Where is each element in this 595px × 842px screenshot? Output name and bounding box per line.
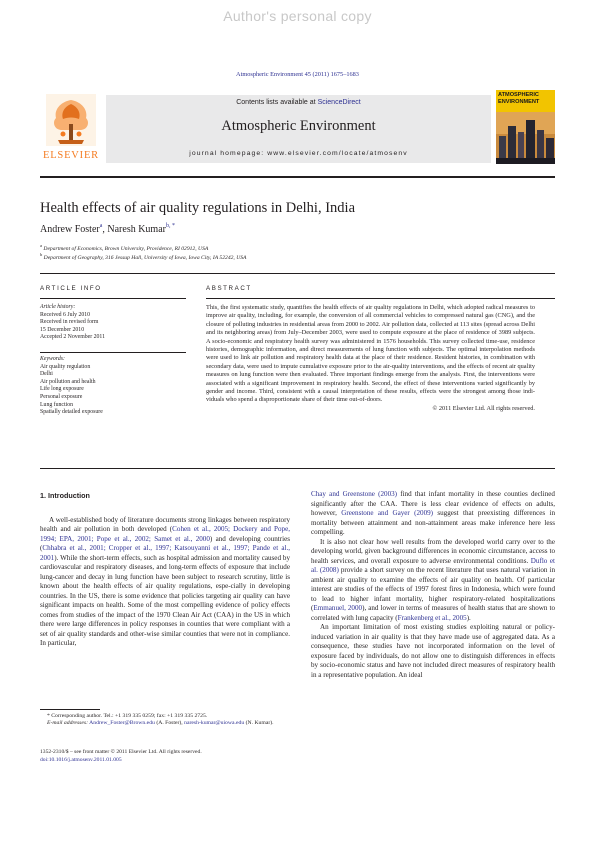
elsevier-wordmark: ELSEVIER <box>43 150 99 161</box>
affiliation-marker-b[interactable]: b, * <box>165 223 175 229</box>
cover-title: ATMOSPHERIC ENVIRONMENT <box>498 92 540 105</box>
contents-prefix: Contents lists available at <box>236 99 318 106</box>
article-history <box>40 304 175 342</box>
doi-link[interactable]: doi:10.1016/j.atmosenv.2011.01.005 <box>40 756 122 763</box>
email-link-foster[interactable]: Andrew_Foster@Brown.edu <box>89 720 155 727</box>
citation-link[interactable]: Duflo et al. (2008) <box>311 556 555 574</box>
citation-link[interactable]: Chay and Greenstone (2003) <box>311 490 398 498</box>
affiliation-b-marker: b <box>40 252 43 257</box>
affiliation-b-text: Department of Geography, 316 Jessup Hall, University of Iowa, Iowa City, IA 52242, USA <box>43 254 247 261</box>
author-foster[interactable]: Andrew Foster <box>40 224 100 235</box>
abstract-rule-bottom <box>40 468 555 469</box>
author-kumar[interactable]: Naresh Kumar <box>107 224 166 235</box>
affiliation-a-text: Department of Economics, Brown University, Providence, RI 02912, USA <box>43 245 209 252</box>
citation-link[interactable]: Chhabra et al., 2001; Cropper et al., 1997; Katsouyanni et al., 1997; Pande et al., 2001 <box>40 544 290 562</box>
keyword-item: Lung function <box>40 401 74 408</box>
affiliation-a <box>40 243 555 252</box>
publication-meta <box>40 749 300 764</box>
sciencedirect-link[interactable]: ScienceDirect <box>317 99 361 106</box>
cover-title-band <box>496 90 555 112</box>
article-title: Health effects of air quality regulations in Delhi, India <box>40 200 356 216</box>
keyword-item: Spatially detailed exposure <box>40 409 103 416</box>
citation-link[interactable]: Greenstone and Gayer (2009) <box>341 509 434 517</box>
intro-paragraph-1: A well-established body of literature documents strong linkages between respiratory health and air pollution in both developed (Cohen et al., 2005; Dockery and Pope, 1994; EPA, 2001; Pope et al., 2002; Samet et al., 2000) and developing countries (Chhabra et al., 2001; Cropper et al., 1997; Katsouyanni et al., 1997; Pande et al., 2001). While the short-term effects, such as hospital admission and mortality caused by cardiovascular and respiratory diseases, and long-term effects of exposure that include lung-cancer and decay in lung function have been subject to research scrutiny, little is known about the health effects of air quality regulations, espe-cially in developing countries. In the US, there is some evidence that policies targeting air quality can have significant impacts on health. Some of the most compelling evidence of policy effects comes from studies of the impact of the 1970 Clean Air Act (CAA) in the US in which there were large differences in policy responses in counties that were compliant with a set of air quality standards and other-wise similar counties that were not in compliance. In particular, <box>40 515 290 647</box>
intro-paragraph-2: It is also not clear how well results from the developed world carry over to the developing world, given background differences in economic circumstance, access to health services, and overall exposure to adverse environmental conditions. Duflo et al. (2008) provide a short survey on the recent literature that uses natural variation in ambient air quality to examine the effects of air quality on health. Of particular interest are studies of the effects of 1997 forest fires in Indonesia, which were found to lead to higher infant mortality, higher respiratory-related hospitalizations (Emmanuel, 2000), and lower in terms of measures of health status that are shown to correlated with lung capacity (Frankenberg et al., 2005). <box>311 537 555 622</box>
footnotes <box>40 713 290 727</box>
journal-title: Atmospheric Environment <box>221 118 376 134</box>
journal-header-box <box>106 95 491 163</box>
abstract-body <box>206 304 535 413</box>
intro-paragraph-3: An important limitation of most existing studies exploiting natural or policy-induced variation in air quality is that they have made use of aggregated data. As a consequence, these studies have not incorporated information on the level of exposure faced by individuals, do not allow one to distinguish differences in effects by socio-economic status and have not included direct measures of respiratory health in a representative population. An ideal <box>311 623 555 679</box>
elsevier-logo[interactable] <box>40 92 102 162</box>
abstract-heading: ABSTRACT <box>206 285 252 292</box>
citation-link[interactable]: Frankenberg et al., 2005 <box>397 613 467 622</box>
history-revised-date: 15 December 2010 <box>40 326 85 333</box>
keyword-item: Air quality regulation <box>40 363 91 370</box>
elsevier-tree-icon <box>46 94 96 146</box>
corresponding-author-note: * Corresponding author. Tel.: +1 319 335 0259; fax: +1 319 335 2725. <box>47 713 208 719</box>
history-revised-label: Received in revised form <box>40 319 99 326</box>
keywords-rule <box>40 352 186 353</box>
citation-link[interactable]: Cohen et al., 2005; Dockery and Pope, 1994; EPA, 2001; Pope et al., 2002; Samet et al., 2000 <box>40 525 290 543</box>
header-rule <box>40 176 555 178</box>
journal-masthead <box>40 90 555 166</box>
email-note: E-mail addresses: Andrew_Foster@Brown.edu (A. Foster), naresh-kumar@uiowa.edu (N. Kumar). <box>47 720 274 727</box>
abstract-copyright: © 2011 Elsevier Ltd. All rights reserved. <box>432 404 535 412</box>
affiliation-marker-a[interactable]: a <box>99 223 103 229</box>
keyword-item: Delhi <box>40 371 53 378</box>
contents-available-line <box>106 99 491 106</box>
email-label: E-mail addresses: <box>47 720 89 727</box>
section-divider <box>40 273 555 274</box>
abstract-text: This, the first systematic study, quantifies the health effects of air quality regulations in Delhi, which adopted radical measures to improve air quality, including, for example, the conversion of all commercial vehicles to compressed natural gas (CNG), and the closure of polluting industries in residential areas from 2000 to 2002. Air pollution data, collected at 113 sites (spread across Delhi and its neighboring areas) from July–December 2003, were used to compute exposure at the place of residence of 3989 subjects. A socio-economic and respiratory health survey was administered in 1576 households. This survey collected time-use, residence histories, demographic information, and direct measurements of lung function with subjects. The optimal interpolation methods were used to link air pollution and respiratory health data at the place of their residence. Resident histories, in combination with secondary data, were used to impute cumulative exposure prior to the air-quality interventions, and the effects of recent air quality measures on lung function were then evaluated. Three important findings emerge from the analysis. First, the interventions were associated with a significant improvement in respiratory health. Second, the effect of these interventions varied significantly by gender and income. Third, consistent with a causal interpretation of these results, effects were the strongest among those indi-viduals who spend a disproportionate share of their time out-of-doors. <box>206 304 535 404</box>
affiliation-a-marker: a <box>40 243 42 248</box>
history-label: Article history: <box>40 304 76 310</box>
body-column-right <box>311 490 555 680</box>
keyword-item: Air pollution and health <box>40 378 96 385</box>
body-column-left <box>40 491 290 649</box>
journal-citation-link[interactable]: Atmospheric Environment 45 (2011) 1675–1683 <box>236 71 359 78</box>
keywords-block <box>40 356 175 417</box>
section-heading-introduction: 1. Introduction <box>40 491 90 500</box>
journal-cover-image[interactable] <box>496 90 555 164</box>
author-separator: , <box>102 224 108 235</box>
city-skyline-icon <box>496 112 555 164</box>
keyword-item: Life long exposure <box>40 386 84 393</box>
author-list <box>40 224 555 235</box>
history-accepted: Accepted 2 November 2011 <box>40 334 105 341</box>
intro-paragraph-continued: Chay and Greenstone (2003) find that infant mortality in these counties declined significantly after the CAA. There is less clear evidence of effects on adults, however, Greenstone and Gayer (2009) suggest that preexisting differences in mortality between attainment and non-attainment areas make inference here less compelling. <box>311 490 556 536</box>
journal-homepage-link[interactable]: journal homepage: www.elsevier.com/locate/atmosenv <box>189 150 408 157</box>
keyword-item: Personal exposure <box>40 393 83 400</box>
article-info-heading: ARTICLE INFO <box>40 285 102 292</box>
abstract-rule-top <box>206 298 555 299</box>
article-info-rule <box>40 298 186 299</box>
watermark: Author's personal copy <box>223 8 372 24</box>
citation-link[interactable]: Emmanuel, 2000 <box>313 604 363 612</box>
email-link-kumar[interactable]: naresh-kumar@uiowa.edu <box>184 720 245 727</box>
issn-line: 1352-2310/$ – see front matter © 2011 Elsevier Ltd. All rights reserved. <box>40 749 202 755</box>
footnote-rule <box>40 709 100 710</box>
history-received: Received 6 July 2010 <box>40 311 91 318</box>
affiliation-b <box>40 252 555 261</box>
keywords-label: Keywords: <box>40 356 65 362</box>
